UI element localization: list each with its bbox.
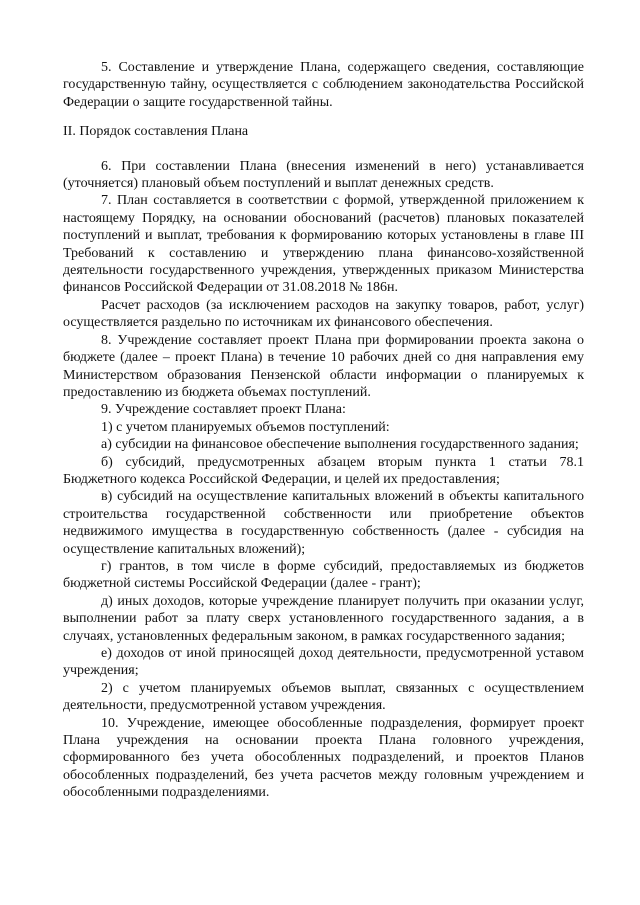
list-item-2: 2) с учетом планируемых объемов выплат, связанных с осуществлением деятельности, предусмотренной уставом учреждения. [63, 680, 584, 714]
paragraph-expense-calculation: Расчет расходов (за исключением расходов на закупку товаров, работ, услуг) осуществляется раздельно по источникам их финансового обеспечения. [63, 297, 584, 331]
list-item-1: 1) с учетом планируемых объемов поступлений: [101, 419, 390, 435]
section-heading: II. Порядок составления Плана [63, 124, 249, 140]
paragraph-8: 8. Учреждение составляет проект Плана при формировании проекта закона о бюджете (далее – проект Плана) в течение 10 рабочих дней со дня направления ему Министерством образования Пензенской области информации о планируемых к предоставлению из бюджета объемах поступлений. [63, 332, 584, 400]
paragraph-9: 9. Учреждение составляет проект Плана: [101, 402, 346, 418]
paragraph-10: 10. Учреждение, имеющее обособленные подразделения, формирует проект Плана учреждения на основании проекта Плана головного учреждения, сформированного без учета обособленных подразделений, и проектов Планов обособленных подразделений, без учета расчетов между головным учреждением и обособленными подразделениями. [63, 715, 584, 801]
list-item-b: б) субсидий, предусмотренных абзацем вторым пункта 1 статьи 78.1 Бюджетного кодекса Российской Федерации, и целей их предоставления; [63, 454, 584, 487]
list-item-e: е) доходов от иной приносящей доход деятельности, предусмотренной уставом учреждения; [63, 646, 584, 679]
paragraph-7: 7. План составляется в соответствии с формой, утвержденной приложением к настоящему Порядку, на основании обоснований (расчетов) плановых показателей поступлений и выплат, требования к формированию которых установлены в главе III Требований к составлению и утверждению плана финансово-хозяйственной деятельности государственного учреждения, утвержденных приказом Министерства финансов Российской Федерации от 31.08.2018 № 186н. [63, 193, 584, 296]
list-item-d: д) иных доходов, которые учреждение планирует получить при оказании услуг, выполнении работ за плату сверх установленного государственного задания, а в случаях, установленных федеральным законом, в рамках государственного задания; [63, 593, 584, 644]
paragraph-6: 6. При составлении Плана (внесения изменений в него) устанавливается (уточняется) плановый объем поступлений и выплат денежных средств. [63, 158, 584, 192]
list-item-g: г) грантов, в том числе в форме субсидий, предоставляемых из бюджетов бюджетной системы Российской Федерации (далее - грант); [63, 558, 584, 592]
list-item-v: в) субсидий на осуществление капитальных вложений в объекты капитального строительства государственной собственности или приобретение объектов недвижимого имущества в государственную собственность (далее - субсидия на осуществление капитальных вложений); [63, 489, 584, 557]
list-item-a: а) субсидии на финансовое обеспечение выполнения государственного задания; [101, 437, 579, 453]
paragraph-5: 5. Составление и утверждение Плана, содержащего сведения, составляющие государственную тайну, осуществляется с соблюдением законодательства Российской Федерации о защите государственной тайны. [63, 60, 584, 110]
